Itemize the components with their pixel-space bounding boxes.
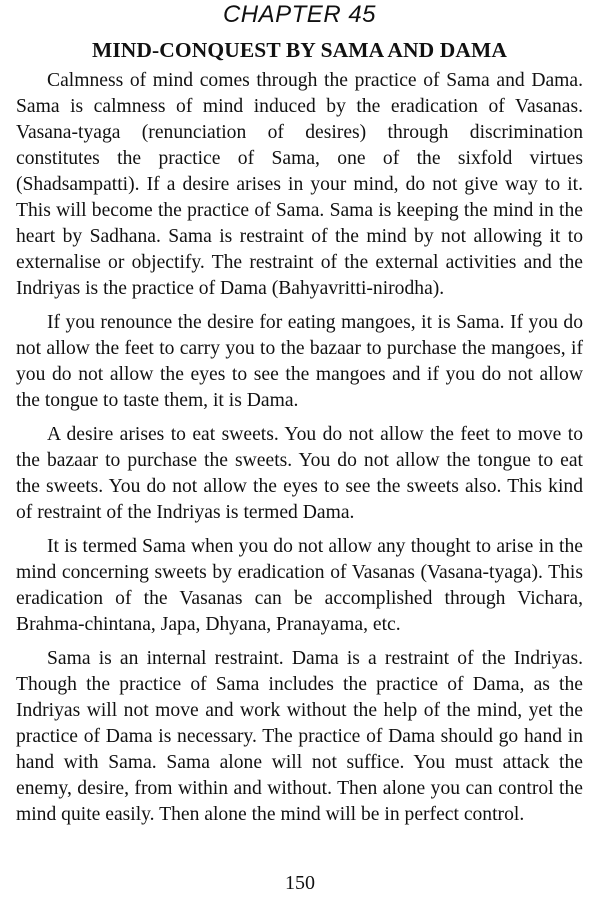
paragraph-3: A desire arises to eat sweets. You do not allow the feet to move to the bazaar to purchase the sweets. You do not allow the tongue to eat the sweets. You do not allow the eyes to see the sweets also. This kind of restraint of the Indriyas is termed Dama. <box>16 424 583 523</box>
chapter-label: CHAPTER 45 <box>222 1 377 28</box>
chapter-title: MIND-CONQUEST BY SAMA AND DAMA <box>91 38 508 62</box>
paragraph-5: Sama is an internal restraint. Dama is a restraint of the Indriyas. Though the practice of Sama includes the practice of Dama, as the Indriyas will not move and work without the help of the mind, yet the practice of Dama is necessary. The practice of Dama should go hand in hand with Sama. Sama alone will not suffice. You must attack the enemy, desire, from within and without. Then alone you can control the mind quite easily. Then alone the mind will be in perfect control. <box>16 648 583 825</box>
paragraph-1: Calmness of mind comes through the practice of Sama and Dama. Sama is calmness of mind induced by the eradication of Vasanas. Vasana-tyaga (renunciation of desires) through discrimination constitutes the practice of Sama, one of the sixfold virtues (Shadsampatti). If a desire arises in your mind, do not give way to it. This will become the practice of Sama. Sama is keeping the mind in the heart by Sadhana. Sama is restraint of the mind by not allowing it to externalise or objectify. The restraint of the external activities and the Indriyas is the practice of Dama (Bahyavritti-nirodha). <box>16 70 583 299</box>
page-number: 150 <box>285 872 315 894</box>
paragraph-4: It is termed Sama when you do not allow any thought to arise in the mind concerning sweets by eradication of Vasanas (Vasana-tyaga). This eradication of the Vasanas can be accomplished through Vichara, Brahma-chintana, Japa, Dhyana, Pranayama, etc. <box>16 536 583 635</box>
chapter-body <box>16 68 583 828</box>
paragraph-2: If you renounce the desire for eating mangoes, it is Sama. If you do not allow the feet to carry you to the bazaar to purchase the mangoes, if you do not allow the eyes to see the mangoes and if you do not allow the tongue to taste them, it is Dama. <box>16 312 583 411</box>
